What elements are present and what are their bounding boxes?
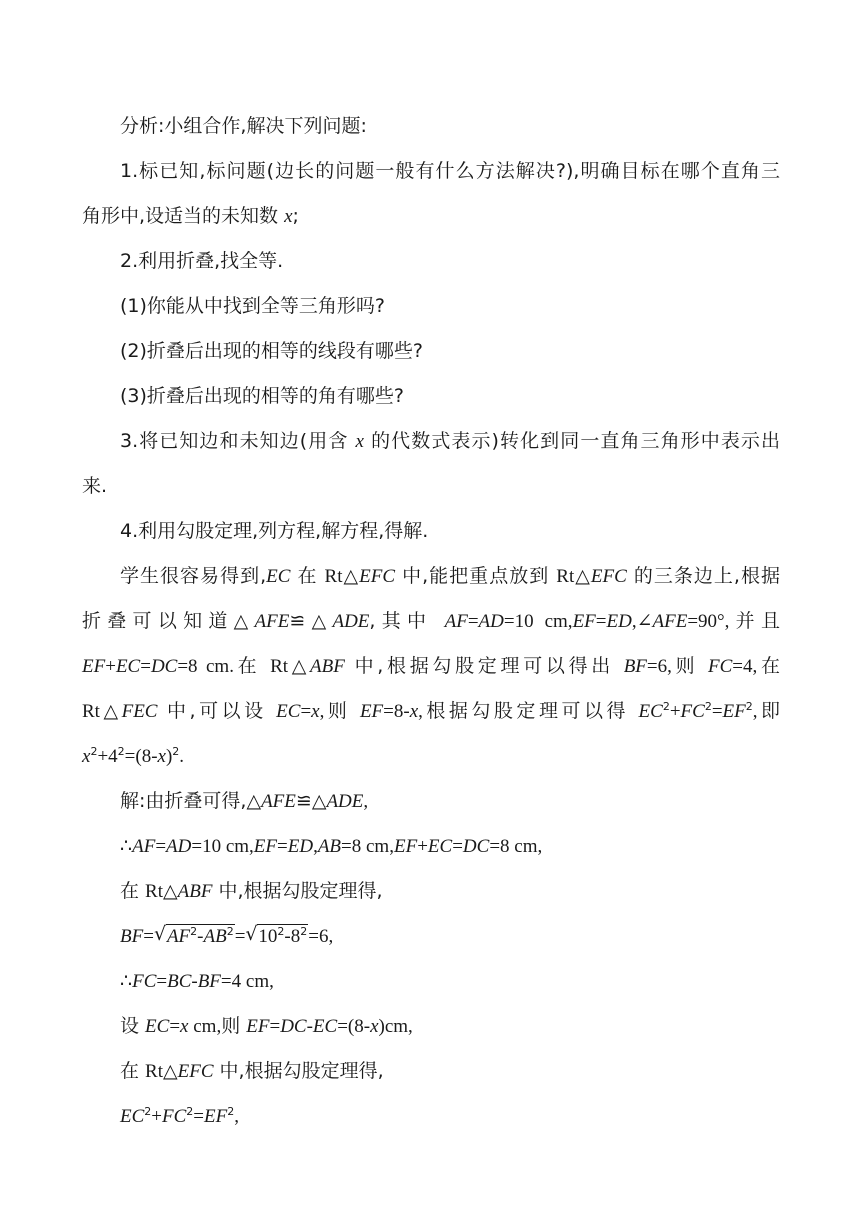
- text-run: △: [246, 790, 262, 812]
- math-variable: BF: [197, 971, 221, 992]
- solution-let-ec: [82, 1004, 780, 1049]
- radical-sign: √: [153, 923, 167, 945]
- text-run: △: [342, 565, 360, 587]
- math-variable: EF: [82, 656, 106, 677]
- math-variable: EF: [204, 1106, 228, 1127]
- question-2: [82, 329, 780, 374]
- math-variable: DC: [150, 656, 178, 677]
- math-text: 10: [258, 926, 278, 947]
- math-text: cm,: [188, 1016, 222, 1037]
- analysis-step-4: [82, 509, 780, 554]
- math-text: Rt: [270, 656, 289, 677]
- math-text: Rt: [556, 566, 575, 587]
- question-3: [82, 374, 780, 419]
- question-1: [82, 284, 780, 329]
- text-run: 中,可以设: [157, 700, 277, 722]
- text-run: △: [163, 880, 178, 902]
- math-text: =: [711, 701, 723, 722]
- math-text: =(8-: [124, 746, 158, 767]
- math-variable: EC: [276, 701, 301, 722]
- text-run: 则: [671, 655, 709, 677]
- text-run: 则: [324, 700, 360, 722]
- math-variable: EF: [722, 701, 746, 722]
- student-reasoning-line-5: [82, 734, 780, 779]
- analysis-step-1-cont: [82, 194, 780, 239]
- math-text: =8-: [383, 701, 410, 722]
- text-run: △: [574, 565, 591, 587]
- text-run: 角形中,设适当的未知数: [82, 205, 285, 227]
- text-run: 在: [120, 1060, 146, 1082]
- math-variable: ED: [287, 836, 314, 857]
- superscript: 2: [190, 925, 198, 938]
- math-text: ,: [752, 701, 758, 722]
- math-variable: x: [180, 1016, 189, 1037]
- math-variable: BF: [120, 926, 144, 947]
- radical-sign: √: [245, 923, 258, 945]
- math-text: .: [179, 746, 185, 767]
- radicand: [257, 924, 308, 948]
- math-text: =: [467, 611, 479, 632]
- math-variable: FEC: [121, 701, 158, 722]
- math-text: =: [595, 611, 607, 632]
- math-text: +4: [97, 746, 118, 767]
- text-run: ∴: [120, 835, 133, 857]
- math-variable: EC: [427, 836, 453, 857]
- math-variable: x: [284, 206, 293, 227]
- math-text: ): [165, 746, 173, 767]
- math-variable: AD: [478, 611, 504, 632]
- text-run: 学生很容易得到,: [120, 565, 267, 587]
- superscript: 2: [745, 700, 753, 713]
- math-text: =10 cm,: [191, 836, 254, 857]
- text-run: ,其中: [369, 610, 445, 632]
- math-text: =: [452, 836, 463, 857]
- student-reasoning-line-1: [82, 554, 780, 599]
- math-variable: FC: [680, 701, 705, 722]
- math-variable: x: [311, 701, 320, 722]
- math-variable: AF: [444, 611, 468, 632]
- math-text: -: [306, 1016, 313, 1037]
- text-run: 分析:小组合作,解决下列问题:: [120, 115, 367, 137]
- math-variable: BF: [623, 656, 647, 677]
- math-variable: x: [409, 701, 419, 722]
- text-run: 在: [233, 655, 271, 677]
- math-variable: ADE: [326, 791, 364, 812]
- math-text: Rt: [145, 1061, 163, 1082]
- math-variable: ED: [606, 611, 632, 632]
- math-variable: EF: [393, 836, 418, 857]
- text-run: (2)折叠后出现的相等的线段有哪些?: [120, 340, 423, 362]
- superscript: 2: [90, 745, 98, 758]
- superscript: 2: [704, 700, 712, 713]
- math-text: =: [234, 926, 246, 947]
- text-run: 折叠可以知道: [82, 610, 234, 632]
- solution-triangle-efc: [82, 1049, 780, 1094]
- math-text: -: [197, 926, 204, 947]
- math-text: =4,: [732, 656, 758, 677]
- math-text: =: [156, 971, 168, 992]
- student-reasoning-line-4: [82, 689, 780, 734]
- text-run: 中,能把重点放到: [395, 565, 557, 587]
- solution-equalities: [82, 824, 780, 869]
- math-variable: BC: [167, 971, 192, 992]
- math-variable: AFE: [652, 611, 688, 632]
- text-run: 在: [120, 880, 146, 902]
- text-run: △: [233, 610, 255, 632]
- math-text: +: [417, 836, 428, 857]
- math-variable: AF: [166, 926, 191, 947]
- math-variable: EF: [246, 1016, 270, 1037]
- math-variable: x: [355, 431, 364, 452]
- text-run: 在: [290, 565, 325, 587]
- text-run: 的三条边上,根据: [626, 565, 780, 587]
- math-variable: EF: [253, 836, 278, 857]
- math-variable: DC: [280, 1016, 307, 1037]
- math-variable: EFC: [590, 566, 627, 587]
- square-root: [245, 914, 308, 959]
- math-variable: ABF: [310, 656, 345, 677]
- math-variable: FC: [162, 1106, 187, 1127]
- math-variable: ADE: [332, 611, 370, 632]
- math-text: +: [669, 701, 681, 722]
- math-variable: DC: [462, 836, 490, 857]
- math-text: =: [169, 1016, 181, 1037]
- text-run: 即: [757, 700, 781, 722]
- student-reasoning-line-3: [82, 644, 780, 689]
- math-text: +: [105, 656, 116, 677]
- math-text: =90°,: [687, 611, 730, 632]
- text-run: 来.: [82, 475, 108, 497]
- radicand: [166, 924, 235, 948]
- superscript: 2: [172, 745, 180, 758]
- math-variable: AD: [166, 836, 192, 857]
- solution-fc: [82, 959, 780, 1004]
- math-text: -8: [284, 926, 301, 947]
- text-run: 则: [221, 1015, 247, 1037]
- math-text: =8 cm.: [177, 656, 234, 677]
- text-run: 中,根据勾股定理可以得出: [344, 655, 624, 677]
- math-text: ,: [418, 701, 423, 722]
- superscript: 2: [300, 925, 308, 938]
- math-text: ,: [319, 701, 325, 722]
- math-text: Rt: [145, 881, 163, 902]
- text-run: ;: [292, 205, 299, 227]
- math-variable: EC: [115, 656, 141, 677]
- text-run: 解:由折叠可得,: [120, 790, 247, 812]
- text-run: △: [99, 700, 122, 722]
- analysis-heading: [82, 104, 780, 149]
- math-text: =: [300, 701, 312, 722]
- math-text: =(8-: [337, 1016, 371, 1037]
- text-run: 设: [120, 1015, 146, 1037]
- text-run: ∴: [120, 970, 133, 992]
- analysis-step-2: [82, 239, 780, 284]
- math-text: =: [277, 836, 288, 857]
- math-variable: EC: [638, 701, 663, 722]
- text-run: 在: [757, 655, 780, 677]
- math-variable: EC: [120, 1106, 145, 1127]
- solution-triangle-abf: [82, 869, 780, 914]
- solution-start: [82, 779, 780, 824]
- math-text: =4 cm,: [220, 971, 274, 992]
- text-run: 中,根据勾股定理得,: [212, 880, 383, 902]
- text-run: ≌△: [295, 790, 327, 812]
- text-run: 并且: [729, 610, 780, 632]
- math-text: Rt: [324, 566, 343, 587]
- math-variable: EC: [266, 566, 291, 587]
- math-text: =: [143, 926, 154, 947]
- math-text: =6,: [308, 926, 334, 947]
- math-text: =: [269, 1016, 281, 1037]
- text-run: 1.标已知,标问题(边长的问题一般有什么方法解决?),明确目标在哪个直角三: [120, 160, 780, 182]
- superscript: 2: [662, 700, 670, 713]
- math-text: =6,: [646, 656, 672, 677]
- square-root: [154, 914, 235, 959]
- math-text: )cm,: [378, 1016, 413, 1037]
- math-variable: x: [370, 1016, 379, 1037]
- math-variable: x: [82, 746, 91, 767]
- math-text: =: [140, 656, 151, 677]
- math-variable: AB: [317, 836, 342, 857]
- text-run: 3.将已知边和未知边(用含: [120, 430, 356, 452]
- math-text: =: [155, 836, 167, 857]
- text-run: 4.利用勾股定理,列方程,解方程,得解.: [120, 520, 429, 542]
- math-variable: EFC: [177, 1061, 214, 1082]
- superscript: 2: [144, 1105, 152, 1118]
- student-reasoning-line-2: [82, 599, 780, 644]
- math-variable: EC: [312, 1016, 338, 1037]
- math-variable: FC: [708, 656, 733, 677]
- math-text: +: [151, 1106, 162, 1127]
- math-variable: ABF: [177, 881, 213, 902]
- solution-equation: [82, 1094, 780, 1139]
- math-variable: AF: [132, 836, 156, 857]
- solution-bf-calc: [82, 914, 780, 959]
- math-text: =8 cm,: [341, 836, 394, 857]
- text-run: 根据勾股定理可以得: [422, 700, 639, 722]
- math-text: ,∠: [631, 611, 653, 632]
- text-run: 2.利用折叠,找全等.: [120, 250, 284, 272]
- superscript: 2: [186, 1105, 194, 1118]
- math-variable: AB: [203, 926, 227, 947]
- math-text: ,: [313, 836, 318, 857]
- superscript: 2: [117, 745, 125, 758]
- text-run: ≌△: [289, 610, 333, 632]
- math-variable: EF: [359, 701, 384, 722]
- math-text: ,: [363, 791, 369, 812]
- analysis-step-1: [82, 149, 780, 194]
- superscript: 2: [226, 925, 234, 938]
- text-run: 的代数式表示)转化到同一直角三角形中表示出: [363, 430, 780, 452]
- math-text: -: [191, 971, 198, 992]
- math-variable: x: [157, 746, 166, 767]
- math-variable: AFE: [254, 611, 290, 632]
- text-run: 中,根据勾股定理得,: [213, 1060, 384, 1082]
- math-text: ,: [234, 1106, 239, 1127]
- text-run: △: [163, 1060, 178, 1082]
- math-text: =8 cm,: [489, 836, 543, 857]
- superscript: 2: [277, 925, 285, 938]
- document-body: [82, 104, 780, 1139]
- superscript: 2: [227, 1105, 235, 1118]
- math-variable: EC: [145, 1016, 170, 1037]
- math-text: =10 cm,: [503, 611, 573, 632]
- math-variable: EFC: [359, 566, 396, 587]
- text-run: (1)你能从中找到全等三角形吗?: [120, 295, 385, 317]
- math-variable: AFE: [261, 791, 296, 812]
- text-run: △: [288, 655, 311, 677]
- analysis-step-3: [82, 419, 780, 464]
- math-variable: FC: [132, 971, 157, 992]
- text-run: (3)折叠后出现的相等的角有哪些?: [120, 385, 404, 407]
- math-text: =: [193, 1106, 204, 1127]
- math-variable: EF: [572, 611, 596, 632]
- analysis-step-3-cont: [82, 464, 780, 509]
- math-text: Rt: [82, 701, 100, 722]
